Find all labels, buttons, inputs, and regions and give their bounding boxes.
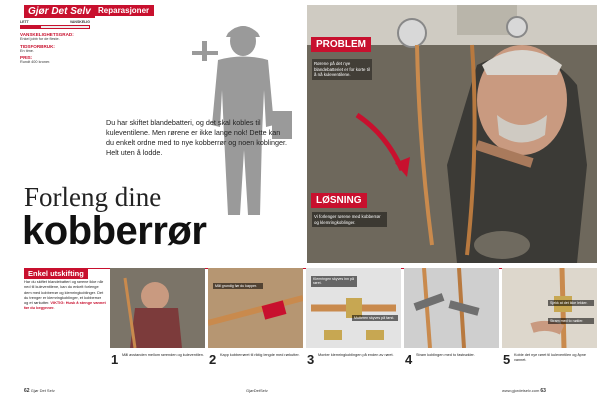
step-text-4: Stram koblingen med to fastnøkler.: [416, 353, 475, 357]
step-photo-1: [110, 268, 205, 348]
strip-header: Enkel utskifting: [24, 268, 88, 279]
footer-right: [502, 388, 546, 394]
time-heading: TIDSFORBRUK:: [20, 43, 55, 49]
difficulty-heading: VANSKELIGHETSGRAD:: [20, 32, 74, 37]
step-text-3: Monter klemringkoblingen på enden av røret.: [318, 353, 394, 357]
footer-center-text: GjørDetSelv: [246, 388, 268, 393]
brand-label: Gjør Det Selv: [24, 5, 95, 18]
footer-url: www.gjordetselv.com: [502, 388, 540, 393]
footer-left: [24, 388, 55, 394]
callout-step-3: Klemringen skyves inn på røret.: [311, 276, 357, 287]
difficulty-text: Enkel jobb for de fleste.: [20, 37, 60, 41]
callout-step-5: Sjekk at det ikke lekker.: [548, 300, 594, 306]
problem-caption: Rørene på det nye blandebatteriet er for korte til å nå kuleventilene.: [312, 59, 372, 80]
step-text-5: Koble det nye røret til kuleventilen og åpne vannet.: [514, 353, 586, 362]
step-number-2: 2: [209, 352, 217, 367]
price-heading: PRIS:: [20, 55, 33, 61]
step-photo-2: [208, 268, 303, 348]
title-line-2: kobberrør: [22, 209, 207, 253]
title-line-1: Forleng dine: [24, 182, 162, 212]
footer-left-text: Gjør Det Selv: [30, 388, 55, 393]
losning-caption: Vi forlenger rørene med kobberrør og klemringkoblinger.: [312, 212, 387, 227]
time-text: En time.: [20, 48, 34, 53]
difficulty-sidebar: [20, 20, 90, 65]
step-text-2: Kapp kobberrøret til riktig lengde med rørkutter.: [220, 353, 300, 357]
price-text: Rundt 400 kroner.: [20, 60, 51, 65]
difficulty-meter-labels: [20, 20, 90, 24]
step-number-4: 4: [405, 352, 413, 367]
callout-right: Stram med to nøkler.: [548, 318, 594, 324]
callout-step-2: Mål grundig før du kapper.: [213, 283, 263, 289]
strip-body-intro: Har du skiftet blandebatteri og rørene ikke når ned til kuleventilene, kan du enkelt forlenge dem med kobberrør og klemringkoblinger. Det du trenger er klemringkoblinger, et kobberrør og et rørkutter.: [24, 279, 104, 306]
step-number-3: 3: [307, 352, 315, 367]
strip-body-highlight: VIKTIG: Husk å stenge vannet før du begynner.: [24, 300, 106, 311]
intro-paragraph: Du har skiftet blandebatteri, og det skal kobles til kuleventilene. Men rørene er ikke lange nok! Dette kan du enkelt ordne med to nye kobberrør og noen koblinger. Helt uten å lodde.: [106, 118, 287, 158]
step-number-1: 1: [111, 352, 119, 367]
step-text-1: Mål avstanden mellom rørenden og kuleventilen.: [122, 353, 204, 357]
losning-label: LØSNING: [311, 193, 367, 208]
section-badge: Reparasjoner: [93, 5, 154, 16]
page-number-right: 63: [540, 388, 546, 394]
meter-left-label: LETT: [20, 20, 29, 24]
strip-body-text: [24, 279, 106, 311]
step-photo-4: [404, 268, 499, 348]
difficulty-meter-fill: [21, 26, 41, 28]
step-number-5: 5: [503, 352, 511, 367]
meter-right-label: VANSKELIG: [69, 20, 90, 24]
step-photo-5: [502, 268, 597, 348]
problem-label: PROBLEM: [311, 37, 371, 52]
page-number-left: 62: [24, 388, 30, 394]
callout-mid: Mutteren skyves på først.: [352, 315, 398, 321]
difficulty-meter: [20, 25, 90, 29]
